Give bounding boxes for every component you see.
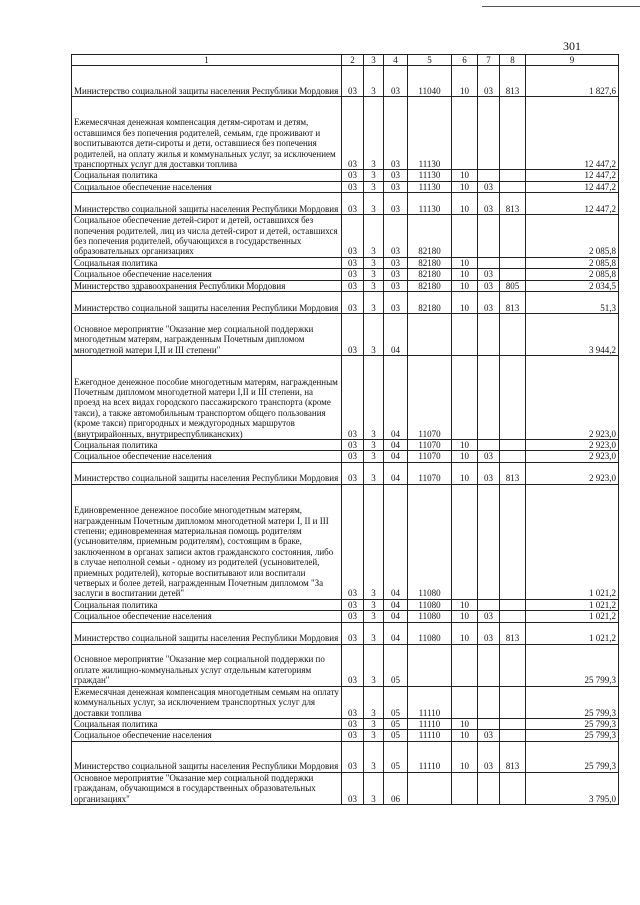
subprogram-code-cell: 03 <box>384 280 408 291</box>
row-name-cell: Социальное обеспечение населения <box>72 730 342 741</box>
ministry-code-cell: 813 <box>500 741 526 772</box>
table-row <box>72 730 619 741</box>
row-name-cell: Министерство социальной защиты населения Республики Мордовия <box>72 622 342 644</box>
ministry-code-cell <box>500 269 526 280</box>
ministry-code-cell <box>500 730 526 741</box>
program-code-cell: 3 <box>364 451 384 462</box>
row-name-cell: Ежемесячная денежная компенсация детям-сиротам и детям, оставшимся без попечения родителей, семьям, где проживают и воспитываются дети-сироты и дети, оставшиеся без попечения родителей, на оплату жилья и коммунальных услуг, за исключением транспортных услуг для доставки топлива <box>72 97 342 170</box>
program-code-cell: 3 <box>364 356 384 440</box>
table-row <box>72 599 619 610</box>
program-code-cell: 3 <box>364 644 384 686</box>
target-code-cell: 82180 <box>408 292 452 314</box>
column-header: 4 <box>384 55 408 66</box>
amount-cell: 1 827,6 <box>526 66 619 97</box>
ministry-code-cell: 813 <box>500 66 526 97</box>
column-header: 6 <box>452 55 478 66</box>
division-code-cell <box>452 314 478 356</box>
division-code-cell: 10 <box>452 718 478 729</box>
section-code-cell: 03 <box>342 686 364 718</box>
division-code-cell: 10 <box>452 269 478 280</box>
division-code-cell <box>452 772 478 804</box>
page-number: 301 <box>563 39 581 53</box>
row-name-cell: Ежемесячная денежная компенсация многодетным семьям на оплату коммунальных услуг, за исключением транспортных услуг для доставки топлива <box>72 686 342 718</box>
section-code-cell: 03 <box>342 611 364 622</box>
subprogram-code-cell: 05 <box>384 730 408 741</box>
program-code-cell: 3 <box>364 772 384 804</box>
subdivision-code-cell: 03 <box>478 730 500 741</box>
subdivision-code-cell: 03 <box>478 181 500 192</box>
division-code-cell: 10 <box>452 611 478 622</box>
subprogram-code-cell: 03 <box>384 181 408 192</box>
amount-cell: 25 799,3 <box>526 730 619 741</box>
program-code-cell: 3 <box>364 730 384 741</box>
target-code-cell: 11130 <box>408 170 452 181</box>
subdivision-code-cell <box>478 644 500 686</box>
section-code-cell: 03 <box>342 269 364 280</box>
amount-cell: 51,3 <box>526 292 619 314</box>
row-name-cell: Министерство социальной защиты населения Республики Мордовия <box>72 462 342 484</box>
row-name-cell: Основное мероприятие "Оказание мер социальной поддержки гражданам, обучающимся в государственных образовательных организациях" <box>72 772 342 804</box>
program-code-cell: 3 <box>364 622 384 644</box>
division-code-cell: 10 <box>452 170 478 181</box>
ministry-code-cell <box>500 772 526 804</box>
amount-cell: 1 021,2 <box>526 611 619 622</box>
target-code-cell: 11110 <box>408 730 452 741</box>
ministry-code-cell: 813 <box>500 292 526 314</box>
table-row <box>72 356 619 440</box>
table-row <box>72 718 619 729</box>
subdivision-code-cell <box>478 170 500 181</box>
table-row <box>72 292 619 314</box>
column-header: 8 <box>500 55 526 66</box>
amount-cell: 3 944,2 <box>526 314 619 356</box>
program-code-cell: 3 <box>364 462 384 484</box>
subprogram-code-cell: 04 <box>384 622 408 644</box>
program-code-cell: 3 <box>364 193 384 215</box>
table-row <box>72 314 619 356</box>
section-code-cell: 03 <box>342 599 364 610</box>
section-code-cell: 03 <box>342 356 364 440</box>
subprogram-code-cell: 03 <box>384 193 408 215</box>
table-row <box>72 66 619 97</box>
subprogram-code-cell: 05 <box>384 686 408 718</box>
target-code-cell: 11130 <box>408 97 452 170</box>
section-code-cell: 03 <box>342 741 364 772</box>
row-name-cell: Социальная политика <box>72 718 342 729</box>
row-name-cell: Министерство здравоохранения Республики Мордовия <box>72 280 342 291</box>
section-code-cell: 03 <box>342 193 364 215</box>
program-code-cell: 3 <box>364 440 384 451</box>
row-name-cell: Социальная политика <box>72 257 342 268</box>
amount-cell: 12 447,2 <box>526 97 619 170</box>
table-row <box>72 611 619 622</box>
subprogram-code-cell: 04 <box>384 314 408 356</box>
program-code-cell: 3 <box>364 741 384 772</box>
target-code-cell: 82180 <box>408 257 452 268</box>
subprogram-code-cell: 03 <box>384 66 408 97</box>
subdivision-code-cell: 03 <box>478 741 500 772</box>
row-name-cell: Единовременное денежное пособие многодетным матерям, награжденным Почетным дипломом многодетной матери I, II и III степени; единовременная материальная помощь родителям (усыновителям, приемным родителям), состоящим в браке, заключенном в органах записи актов гражданского состояния, либо в случае неполной семьи - одному из родителей (усыновителей, приемных родителей), которые воспитывают или воспитали четверых и более детей, награжденным Почетным дипломом "За заслуги в воспитании детей" <box>72 484 342 599</box>
table-row <box>72 193 619 215</box>
program-code-cell: 3 <box>364 170 384 181</box>
section-code-cell: 03 <box>342 97 364 170</box>
target-code-cell: 82180 <box>408 280 452 291</box>
subprogram-code-cell: 03 <box>384 292 408 314</box>
division-code-cell: 10 <box>452 193 478 215</box>
column-header: 1 <box>72 55 342 66</box>
target-code-cell: 11080 <box>408 484 452 599</box>
target-code-cell: 82180 <box>408 215 452 258</box>
section-code-cell: 03 <box>342 730 364 741</box>
section-code-cell: 03 <box>342 280 364 291</box>
program-code-cell: 3 <box>364 97 384 170</box>
ministry-code-cell <box>500 97 526 170</box>
ministry-code-cell <box>500 257 526 268</box>
subdivision-code-cell: 03 <box>478 292 500 314</box>
amount-cell: 2 085,8 <box>526 269 619 280</box>
row-name-cell: Ежегодное денежное пособие многодетным матерям, награжденным Почетным дипломом многодетной матери I,II и III степени, на проезд на всех видах городского пассажирского транспорта (кроме такси), а также автомобильным транспортом общего пользования (кроме такси) пригородных и междугородных маршрутов (внутрирайонных, внутриреспубликанских) <box>72 356 342 440</box>
row-name-cell: Основное мероприятие "Оказание мер социальной поддержки многодетным матерям, награжденным Почетным дипломом многодетной матери I,II и III степени" <box>72 314 342 356</box>
ministry-code-cell <box>500 644 526 686</box>
subprogram-code-cell: 06 <box>384 772 408 804</box>
target-code-cell: 11110 <box>408 718 452 729</box>
amount-cell: 12 447,2 <box>526 193 619 215</box>
subdivision-code-cell <box>478 686 500 718</box>
division-code-cell: 10 <box>452 730 478 741</box>
program-code-cell: 3 <box>364 66 384 97</box>
section-code-cell: 03 <box>342 440 364 451</box>
table-row <box>72 257 619 268</box>
target-code-cell <box>408 772 452 804</box>
ministry-code-cell <box>500 718 526 729</box>
amount-cell: 2 085,8 <box>526 215 619 258</box>
row-name-cell: Социальная политика <box>72 440 342 451</box>
row-name-cell: Министерство социальной защиты населения Республики Мордовия <box>72 741 342 772</box>
amount-cell: 3 795,0 <box>526 772 619 804</box>
amount-cell: 12 447,2 <box>526 181 619 192</box>
program-code-cell: 3 <box>364 215 384 258</box>
ministry-code-cell <box>500 599 526 610</box>
division-code-cell: 10 <box>452 66 478 97</box>
subdivision-code-cell <box>478 772 500 804</box>
table-row <box>72 741 619 772</box>
target-code-cell: 11080 <box>408 611 452 622</box>
amount-cell: 2 923,0 <box>526 462 619 484</box>
column-header: 2 <box>342 55 364 66</box>
row-name-cell: Социальное обеспечение детей-сирот и детей, оставшихся без попечения родителей, лиц из числа детей-сирот и детей, оставшихся без попечения родителей, обучающихся в государственных образовательных организациях <box>72 215 342 258</box>
subdivision-code-cell: 03 <box>478 462 500 484</box>
table-row <box>72 440 619 451</box>
program-code-cell: 3 <box>364 292 384 314</box>
subprogram-code-cell: 04 <box>384 440 408 451</box>
ministry-code-cell <box>500 215 526 258</box>
amount-cell: 1 021,2 <box>526 599 619 610</box>
subdivision-code-cell: 03 <box>478 66 500 97</box>
program-code-cell: 3 <box>364 181 384 192</box>
program-code-cell: 3 <box>364 718 384 729</box>
target-code-cell: 11130 <box>408 193 452 215</box>
subdivision-code-cell: 03 <box>478 622 500 644</box>
program-code-cell: 3 <box>364 257 384 268</box>
subprogram-code-cell: 04 <box>384 484 408 599</box>
table-row <box>72 170 619 181</box>
amount-cell: 2 034,5 <box>526 280 619 291</box>
subdivision-code-cell: 03 <box>478 193 500 215</box>
program-code-cell: 3 <box>364 314 384 356</box>
row-name-cell: Министерство социальной защиты населения Республики Мордовия <box>72 292 342 314</box>
amount-cell: 2 923,0 <box>526 356 619 440</box>
table-row <box>72 280 619 291</box>
amount-cell: 25 799,3 <box>526 741 619 772</box>
section-code-cell: 03 <box>342 772 364 804</box>
row-name-cell: Социальная политика <box>72 599 342 610</box>
subprogram-code-cell: 04 <box>384 599 408 610</box>
subdivision-code-cell <box>478 97 500 170</box>
target-code-cell: 11070 <box>408 440 452 451</box>
table-row <box>72 269 619 280</box>
subdivision-code-cell: 03 <box>478 280 500 291</box>
ministry-code-cell <box>500 484 526 599</box>
program-code-cell: 3 <box>364 611 384 622</box>
subdivision-code-cell <box>478 257 500 268</box>
subprogram-code-cell: 04 <box>384 611 408 622</box>
ministry-code-cell <box>500 440 526 451</box>
ministry-code-cell: 805 <box>500 280 526 291</box>
division-code-cell: 10 <box>452 622 478 644</box>
amount-cell: 12 447,2 <box>526 170 619 181</box>
subprogram-code-cell: 03 <box>384 269 408 280</box>
ministry-code-cell <box>500 451 526 462</box>
subprogram-code-cell: 05 <box>384 644 408 686</box>
ministry-code-cell <box>500 314 526 356</box>
amount-cell: 2 085,8 <box>526 257 619 268</box>
section-code-cell: 03 <box>342 622 364 644</box>
section-code-cell: 03 <box>342 314 364 356</box>
amount-cell: 2 923,0 <box>526 440 619 451</box>
target-code-cell: 11110 <box>408 741 452 772</box>
target-code-cell: 11040 <box>408 66 452 97</box>
amount-cell: 1 021,2 <box>526 622 619 644</box>
subprogram-code-cell: 05 <box>384 718 408 729</box>
table-row <box>72 181 619 192</box>
target-code-cell: 11070 <box>408 356 452 440</box>
budget-table <box>71 54 619 805</box>
subdivision-code-cell: 03 <box>478 611 500 622</box>
subprogram-code-cell: 03 <box>384 170 408 181</box>
section-code-cell: 03 <box>342 215 364 258</box>
target-code-cell: 11130 <box>408 181 452 192</box>
section-code-cell: 03 <box>342 170 364 181</box>
target-code-cell: 82180 <box>408 269 452 280</box>
subprogram-code-cell: 03 <box>384 97 408 170</box>
subprogram-code-cell: 04 <box>384 451 408 462</box>
subprogram-code-cell: 04 <box>384 462 408 484</box>
section-code-cell: 03 <box>342 644 364 686</box>
division-code-cell: 10 <box>452 257 478 268</box>
subdivision-code-cell <box>478 440 500 451</box>
target-code-cell: 11080 <box>408 622 452 644</box>
division-code-cell <box>452 97 478 170</box>
table-row <box>72 644 619 686</box>
row-name-cell: Социальное обеспечение населения <box>72 611 342 622</box>
ministry-code-cell <box>500 611 526 622</box>
division-code-cell <box>452 215 478 258</box>
subdivision-code-cell <box>478 484 500 599</box>
program-code-cell: 3 <box>364 269 384 280</box>
subdivision-code-cell <box>478 718 500 729</box>
section-code-cell: 03 <box>342 66 364 97</box>
column-header: 7 <box>478 55 500 66</box>
subprogram-code-cell: 03 <box>384 257 408 268</box>
column-header: 5 <box>408 55 452 66</box>
division-code-cell <box>452 484 478 599</box>
row-name-cell: Социальное обеспечение населения <box>72 269 342 280</box>
amount-cell: 25 799,3 <box>526 644 619 686</box>
ministry-code-cell: 813 <box>500 462 526 484</box>
target-code-cell: 11070 <box>408 451 452 462</box>
table-row <box>72 462 619 484</box>
division-code-cell <box>452 686 478 718</box>
column-header: 3 <box>364 55 384 66</box>
amount-cell: 25 799,3 <box>526 718 619 729</box>
division-code-cell: 10 <box>452 451 478 462</box>
target-code-cell <box>408 314 452 356</box>
amount-cell: 2 923,0 <box>526 451 619 462</box>
amount-cell: 1 021,2 <box>526 484 619 599</box>
division-code-cell: 10 <box>452 741 478 772</box>
section-code-cell: 03 <box>342 292 364 314</box>
ministry-code-cell: 813 <box>500 193 526 215</box>
section-code-cell: 03 <box>342 484 364 599</box>
table-row <box>72 97 619 170</box>
ministry-code-cell <box>500 170 526 181</box>
division-code-cell: 10 <box>452 181 478 192</box>
row-name-cell: Социальное обеспечение населения <box>72 181 342 192</box>
subdivision-code-cell: 03 <box>478 269 500 280</box>
program-code-cell: 3 <box>364 484 384 599</box>
division-code-cell: 10 <box>452 440 478 451</box>
table-row <box>72 772 619 804</box>
division-code-cell <box>452 644 478 686</box>
table-row <box>72 484 619 599</box>
subdivision-code-cell <box>478 314 500 356</box>
row-name-cell: Социальная политика <box>72 170 342 181</box>
subprogram-code-cell: 04 <box>384 356 408 440</box>
division-code-cell: 10 <box>452 292 478 314</box>
table-row <box>72 686 619 718</box>
division-code-cell: 10 <box>452 280 478 291</box>
subdivision-code-cell: 03 <box>478 451 500 462</box>
section-code-cell: 03 <box>342 718 364 729</box>
division-code-cell: 10 <box>452 599 478 610</box>
row-name-cell: Основное мероприятие "Оказание мер социальной поддержки по оплате жилищно-коммунальных услуг отдельным категориям граждан" <box>72 644 342 686</box>
table-row <box>72 451 619 462</box>
row-name-cell: Министерство социальной защиты населения Республики Мордовия <box>72 66 342 97</box>
top-rule <box>482 6 640 7</box>
subdivision-code-cell <box>478 599 500 610</box>
header-row <box>72 55 619 66</box>
subdivision-code-cell <box>478 215 500 258</box>
table-row <box>72 215 619 258</box>
program-code-cell: 3 <box>364 280 384 291</box>
column-header: 9 <box>526 55 619 66</box>
section-code-cell: 03 <box>342 257 364 268</box>
target-code-cell: 11080 <box>408 599 452 610</box>
ministry-code-cell <box>500 686 526 718</box>
section-code-cell: 03 <box>342 181 364 192</box>
program-code-cell: 3 <box>364 686 384 718</box>
row-name-cell: Социальное обеспечение населения <box>72 451 342 462</box>
division-code-cell: 10 <box>452 462 478 484</box>
amount-cell: 25 799,3 <box>526 686 619 718</box>
section-code-cell: 03 <box>342 462 364 484</box>
table-body <box>72 66 619 805</box>
program-code-cell: 3 <box>364 599 384 610</box>
target-code-cell: 11110 <box>408 686 452 718</box>
subdivision-code-cell <box>478 356 500 440</box>
section-code-cell: 03 <box>342 451 364 462</box>
subprogram-code-cell: 03 <box>384 215 408 258</box>
subprogram-code-cell: 05 <box>384 741 408 772</box>
ministry-code-cell <box>500 356 526 440</box>
ministry-code-cell: 813 <box>500 622 526 644</box>
target-code-cell <box>408 644 452 686</box>
row-name-cell: Министерство социальной защиты населения Республики Мордовия <box>72 193 342 215</box>
target-code-cell: 11070 <box>408 462 452 484</box>
ministry-code-cell <box>500 181 526 192</box>
table-row <box>72 622 619 644</box>
division-code-cell <box>452 356 478 440</box>
